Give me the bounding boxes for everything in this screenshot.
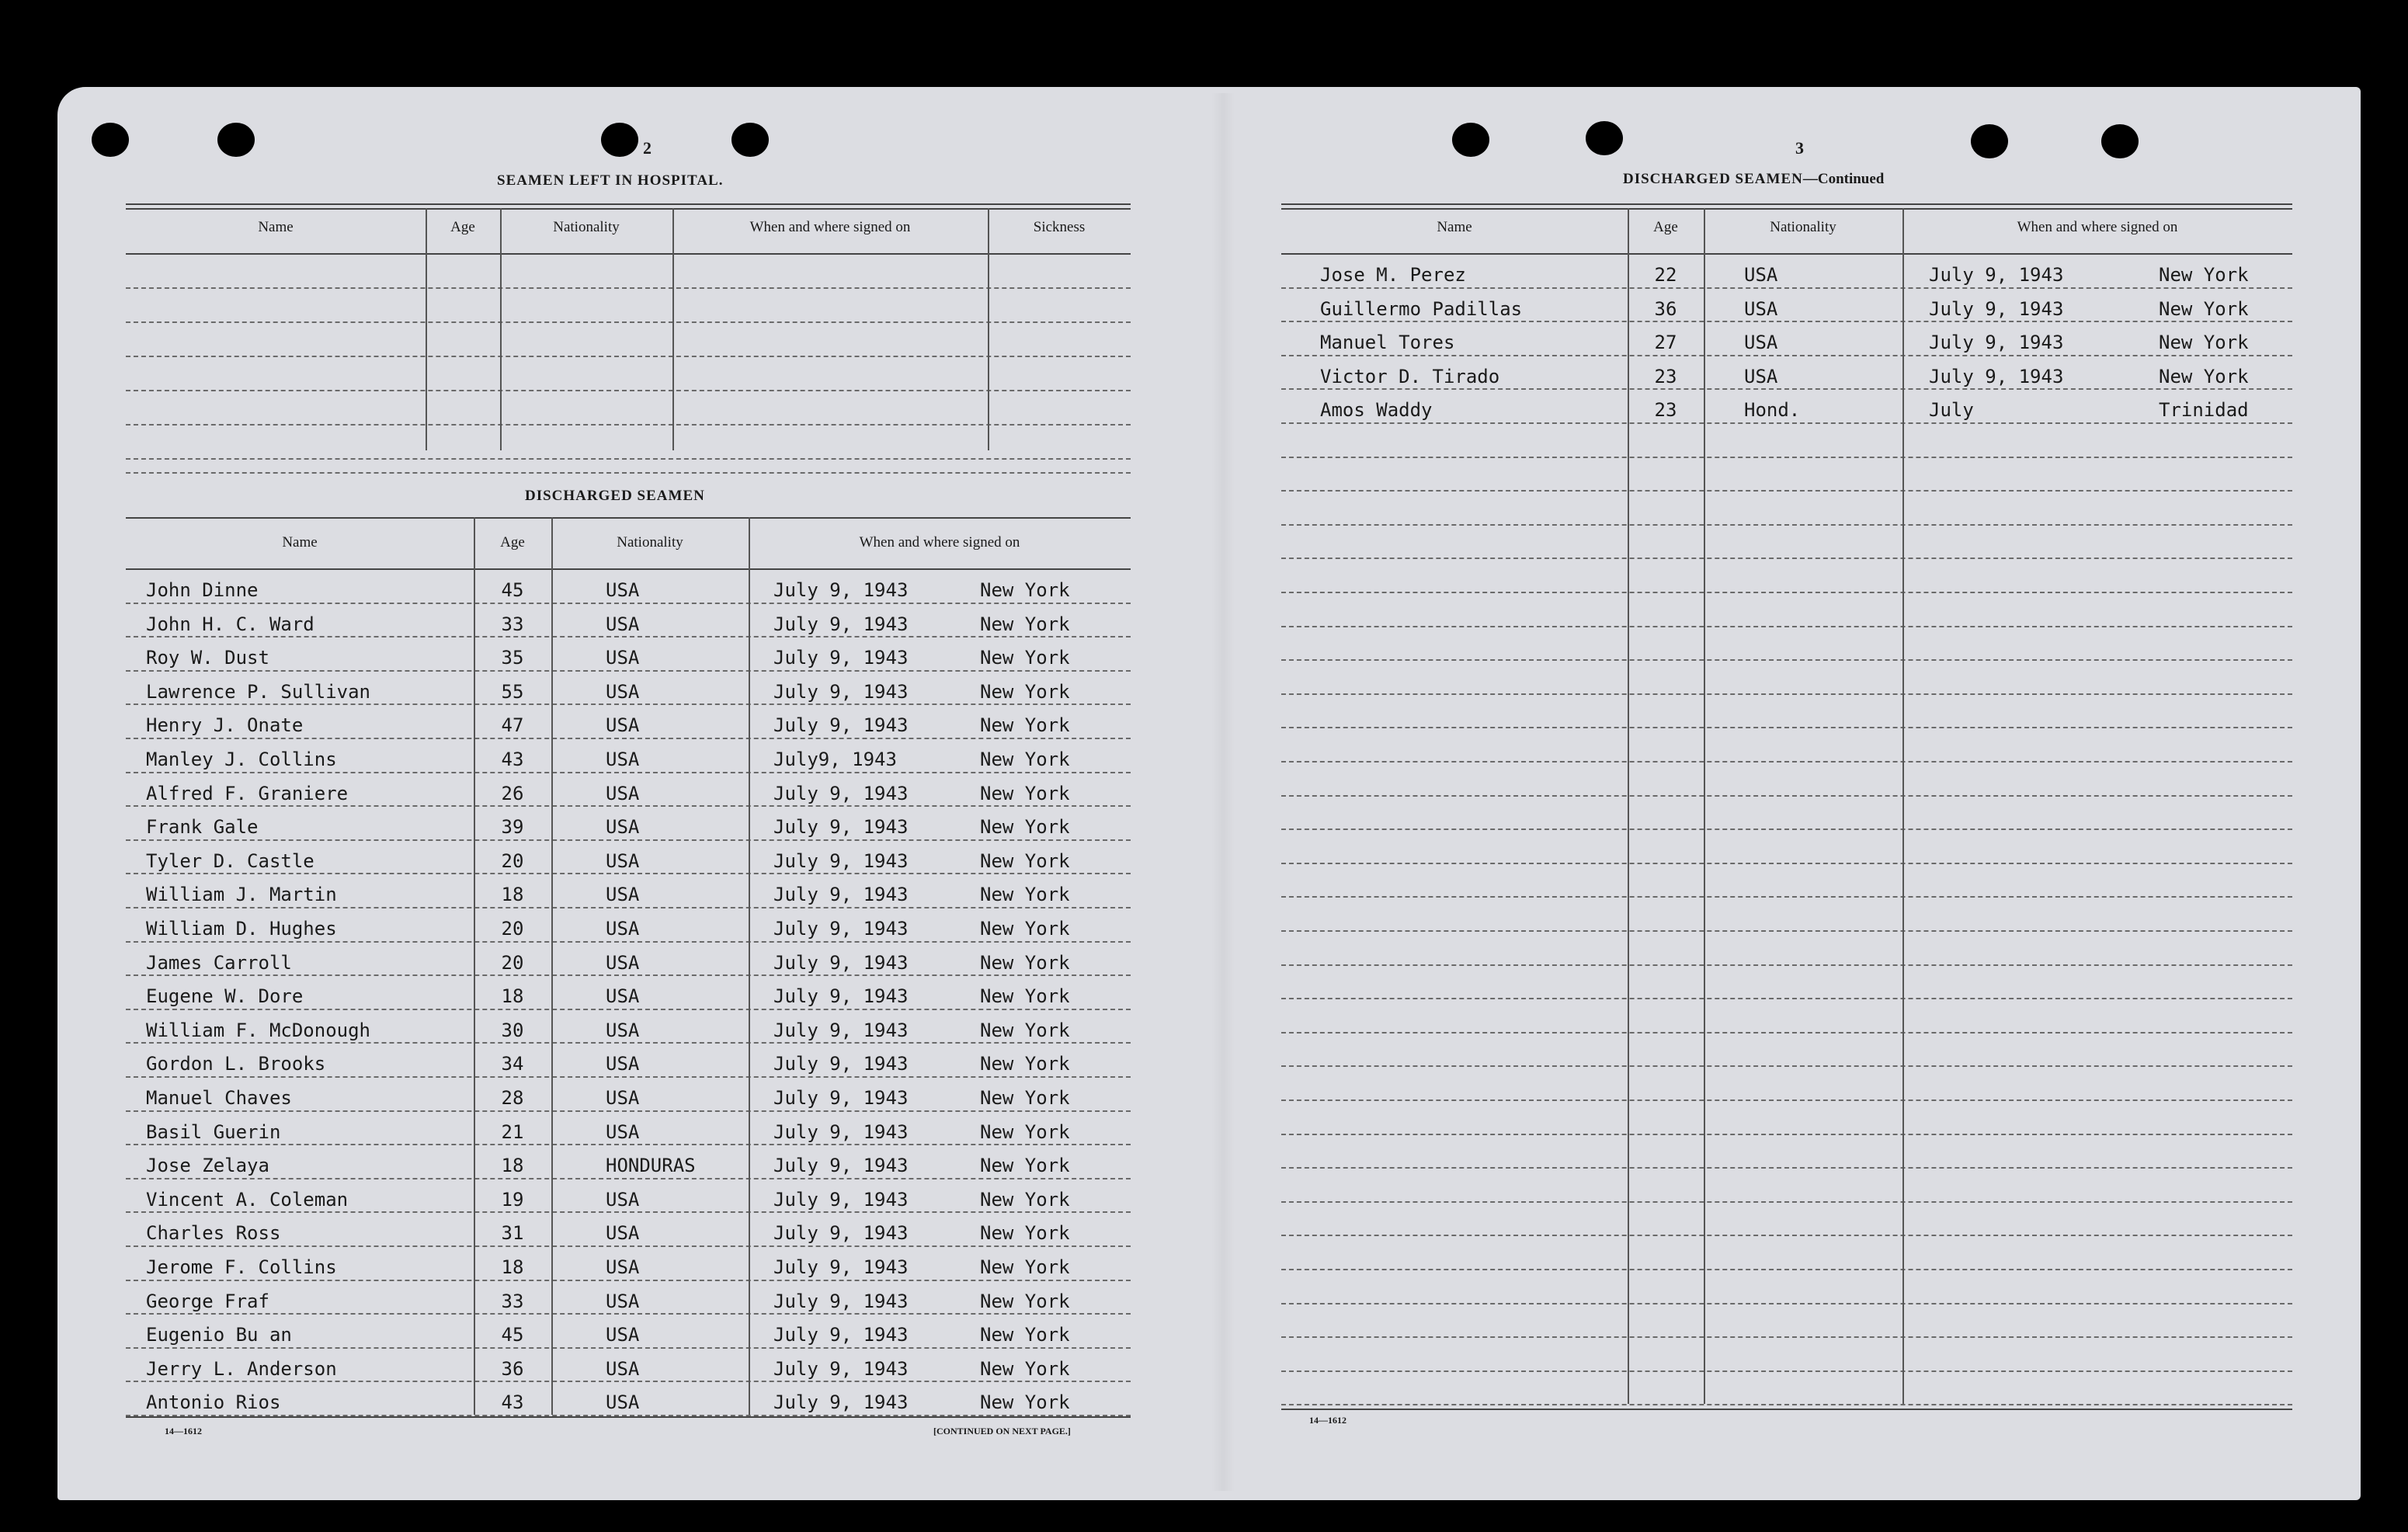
seaman-name: Antonio Rios — [146, 1391, 281, 1414]
seaman-age: 18 — [501, 1155, 524, 1177]
seaman-age: 45 — [501, 579, 524, 601]
binder-hole — [731, 123, 769, 157]
signed-on-place: New York — [2159, 365, 2249, 387]
seaman-name: Jerome F. Collins — [146, 1256, 337, 1278]
age-column-header: Age — [1653, 219, 1678, 235]
seaman-nationality: USA — [606, 1357, 640, 1380]
seaman-nationality: Hond. — [1744, 399, 1801, 422]
header-rule — [1281, 253, 2292, 255]
seaman-name: Tyler D. Castle — [146, 849, 314, 872]
signed-on-date: July 9, 1943 — [1929, 297, 2064, 320]
signed-on-column-header: When and where signed on — [859, 534, 1020, 551]
row-rule — [126, 390, 1131, 391]
seaman-nationality: USA — [606, 782, 640, 804]
seaman-name: Gordon L. Brooks — [146, 1053, 326, 1075]
page-fold — [1211, 93, 1235, 1491]
row-rule — [126, 738, 1131, 739]
signed-on-place: New York — [980, 1290, 1070, 1312]
signed-on-place: New York — [980, 918, 1070, 940]
signed-on-place: New York — [980, 951, 1070, 974]
form-number: 14—1612 — [165, 1426, 202, 1436]
signed-on-place: New York — [980, 816, 1070, 839]
seaman-nationality: USA — [606, 1120, 640, 1143]
signed-on-place: New York — [980, 782, 1070, 804]
seaman-age: 31 — [501, 1222, 524, 1245]
row-rule — [126, 1144, 1131, 1145]
row-rule — [1281, 1336, 2292, 1338]
row-rule — [126, 873, 1131, 874]
seaman-nationality: USA — [1744, 264, 1778, 286]
continued-note: [CONTINUED ON NEXT PAGE.] — [933, 1426, 1071, 1436]
row-rule — [126, 974, 1131, 976]
row-rule — [1281, 626, 2292, 627]
signed-on-place: New York — [980, 1324, 1070, 1346]
nationality-column-header: Nationality — [1770, 219, 1836, 235]
seaman-nationality: USA — [606, 1087, 640, 1109]
signed-on-date: July 9, 1943 — [773, 1391, 909, 1414]
row-rule — [1281, 727, 2292, 728]
column-divider — [474, 517, 475, 1415]
column-divider — [988, 208, 989, 450]
seaman-nationality: USA — [606, 1324, 640, 1346]
signed-on-date: July 9, 1943 — [773, 613, 909, 635]
seaman-name: Amos Waddy — [1320, 399, 1433, 422]
row-rule — [126, 1076, 1131, 1078]
signed-on-date: July 9, 1943 — [773, 1188, 909, 1211]
signed-on-place: New York — [980, 1357, 1070, 1380]
signed-on-date: July 9, 1943 — [773, 714, 909, 737]
signed-on-date: July 9, 1943 — [773, 816, 909, 839]
signed-on-place: New York — [980, 714, 1070, 737]
seaman-nationality: USA — [1744, 297, 1778, 320]
seaman-age: 20 — [501, 951, 524, 974]
signed-on-place: New York — [980, 1188, 1070, 1211]
column-divider — [672, 208, 674, 450]
signed-on-place: New York — [980, 1053, 1070, 1075]
signed-on-date: July 9, 1943 — [1929, 365, 2064, 387]
row-rule — [1281, 1370, 2292, 1372]
row-rule — [1281, 457, 2292, 458]
seaman-nationality: USA — [606, 647, 640, 669]
page-number: 3 — [1795, 138, 1804, 158]
seaman-nationality: USA — [606, 849, 640, 872]
signed-on-date: July 9, 1943 — [773, 1053, 909, 1075]
header-rule — [126, 568, 1131, 570]
name-column-header: Name — [1437, 219, 1472, 235]
table-bottom-rule — [126, 1416, 1131, 1418]
row-rule — [126, 670, 1131, 672]
table-top-rule — [126, 517, 1131, 519]
signed-on-place: New York — [980, 1019, 1070, 1041]
signed-on-place: New York — [980, 680, 1070, 703]
discharged-section-title: DISCHARGED SEAMEN — [525, 488, 705, 504]
column-divider — [426, 208, 427, 450]
table-top-rule — [1281, 208, 2292, 210]
signed-on-date: July 9, 1943 — [773, 1155, 909, 1177]
name-column-header: Name — [282, 534, 318, 551]
row-rule — [1281, 1167, 2292, 1169]
row-rule — [1281, 1235, 2292, 1236]
name-column-header: Name — [258, 219, 294, 235]
seaman-age: 43 — [501, 749, 524, 770]
row-rule — [126, 703, 1131, 705]
row-rule — [1281, 693, 2292, 695]
row-rule — [1281, 964, 2292, 966]
row-rule — [126, 907, 1131, 908]
seaman-age: 30 — [501, 1019, 524, 1041]
signed-on-date: July 9, 1943 — [1929, 264, 2064, 286]
row-rule — [1281, 795, 2292, 797]
signed-on-date: July 9, 1943 — [773, 1087, 909, 1109]
row-rule — [1281, 1404, 2292, 1405]
signed-on-place: New York — [980, 1087, 1070, 1109]
row-rule — [1281, 1134, 2292, 1135]
seaman-name: Manuel Tores — [1320, 332, 1455, 354]
seaman-name: Charles Ross — [146, 1222, 281, 1245]
seaman-nationality: USA — [606, 1222, 640, 1245]
seaman-name: Manuel Chaves — [146, 1087, 292, 1109]
signed-on-date: July 9, 1943 — [773, 1120, 909, 1143]
row-rule — [126, 603, 1131, 604]
sickness-column-header: Sickness — [1033, 219, 1086, 235]
seaman-name: Lawrence P. Sullivan — [146, 680, 370, 703]
seaman-name: James Carroll — [146, 951, 292, 974]
binder-hole — [217, 123, 255, 157]
nationality-column-header: Nationality — [617, 534, 683, 551]
signed-on-date: July — [1929, 399, 1974, 422]
signed-on-place: New York — [980, 749, 1070, 770]
binder-hole — [2101, 124, 2139, 158]
seaman-age: 18 — [501, 1256, 524, 1278]
seaman-age: 35 — [501, 647, 524, 669]
signed-on-place: New York — [980, 849, 1070, 872]
seaman-nationality: USA — [606, 749, 640, 770]
seaman-age: 18 — [501, 985, 524, 1008]
seaman-name: Jerry L. Anderson — [146, 1357, 337, 1380]
row-rule — [126, 1245, 1131, 1247]
seaman-age: 26 — [501, 782, 524, 804]
seaman-name: Alfred F. Graniere — [146, 782, 349, 804]
signed-on-place: New York — [980, 985, 1070, 1008]
seaman-name: John H. C. Ward — [146, 613, 314, 635]
table-bottom-rule — [126, 472, 1131, 474]
row-rule — [1281, 998, 2292, 999]
seaman-name: Basil Guerin — [146, 1120, 281, 1143]
seaman-nationality: USA — [606, 985, 640, 1008]
row-rule — [1281, 490, 2292, 492]
seaman-nationality: USA — [606, 884, 640, 906]
form-number: 14—1612 — [1309, 1415, 1346, 1426]
signed-on-date: July 9, 1943 — [773, 1324, 909, 1346]
column-divider — [1704, 208, 1705, 1404]
seaman-nationality: USA — [606, 918, 640, 940]
row-rule — [1281, 355, 2292, 356]
seaman-age: 28 — [501, 1087, 524, 1109]
row-rule — [1281, 321, 2292, 322]
hospital-section-title: SEAMEN LEFT IN HOSPITAL. — [497, 172, 724, 189]
row-rule — [126, 805, 1131, 807]
seaman-age: 45 — [501, 1324, 524, 1346]
row-rule — [1281, 863, 2292, 864]
seaman-age: 43 — [501, 1391, 524, 1414]
row-rule — [126, 1042, 1131, 1044]
continued-section-title — [1623, 171, 1884, 188]
row-rule — [126, 458, 1131, 460]
signed-on-place: New York — [980, 647, 1070, 669]
signed-on-place: New York — [980, 1256, 1070, 1278]
seaman-name: Victor D. Tirado — [1320, 365, 1500, 387]
table-bottom-rule — [1281, 1409, 2292, 1410]
seaman-nationality: USA — [606, 680, 640, 703]
signed-on-place: New York — [2159, 332, 2249, 354]
seaman-nationality: USA — [606, 1053, 640, 1075]
row-rule — [1281, 659, 2292, 661]
seaman-name: William F. McDonough — [146, 1019, 370, 1041]
seaman-age: 27 — [1654, 332, 1677, 354]
signed-on-column-header: When and where signed on — [2017, 219, 2178, 235]
seaman-age: 23 — [1654, 399, 1677, 422]
seaman-age: 36 — [501, 1357, 524, 1380]
seaman-age: 39 — [501, 816, 524, 839]
seaman-nationality: USA — [606, 1290, 640, 1312]
age-column-header: Age — [450, 219, 475, 235]
row-rule — [126, 1313, 1131, 1315]
nationality-column-header: Nationality — [553, 219, 620, 235]
binder-hole — [1586, 121, 1623, 155]
row-rule — [126, 1211, 1131, 1213]
column-divider — [500, 208, 502, 450]
signed-on-place: New York — [980, 1391, 1070, 1414]
binder-hole — [1971, 124, 2008, 158]
seaman-age: 33 — [501, 613, 524, 635]
row-rule — [1281, 592, 2292, 593]
seaman-age: 23 — [1654, 365, 1677, 387]
seaman-name: Henry J. Onate — [146, 714, 304, 737]
row-rule — [1281, 1269, 2292, 1270]
signed-on-date: July 9, 1943 — [773, 1222, 909, 1245]
row-rule — [1281, 930, 2292, 932]
signed-on-column-header: When and where signed on — [749, 219, 911, 235]
signed-on-date: July 9, 1943 — [773, 680, 909, 703]
row-rule — [126, 356, 1131, 357]
row-rule — [126, 287, 1131, 289]
seaman-name: Vincent A. Coleman — [146, 1188, 349, 1211]
row-rule — [1281, 761, 2292, 763]
row-rule — [1281, 287, 2292, 289]
signed-on-date: July 9, 1943 — [773, 884, 909, 906]
row-rule — [126, 424, 1131, 426]
row-rule — [126, 772, 1131, 773]
seaman-nationality: USA — [606, 1019, 640, 1041]
row-rule — [126, 1280, 1131, 1281]
seaman-name: William J. Martin — [146, 884, 337, 906]
seaman-name: Jose Zelaya — [146, 1155, 269, 1177]
row-rule — [1281, 829, 2292, 830]
row-rule — [126, 839, 1131, 841]
signed-on-place: Trinidad — [2159, 399, 2249, 422]
section-title-main: DISCHARGED SEAMEN — [1623, 171, 1803, 187]
column-divider — [749, 517, 750, 1415]
seaman-nationality: USA — [606, 1188, 640, 1211]
seaman-nationality: USA — [606, 951, 640, 974]
row-rule — [126, 1178, 1131, 1179]
signed-on-place: New York — [980, 1155, 1070, 1177]
seaman-name: Manley J. Collins — [146, 749, 337, 770]
signed-on-date: July 9, 1943 — [773, 647, 909, 669]
signed-on-date: July 9, 1943 — [773, 985, 909, 1008]
table-top-rule — [1281, 203, 2292, 205]
seaman-age: 21 — [501, 1120, 524, 1143]
signed-on-date: July 9, 1943 — [1929, 332, 2064, 354]
signed-on-place: New York — [2159, 297, 2249, 320]
seaman-nationality: USA — [606, 1256, 640, 1278]
row-rule — [1281, 388, 2292, 390]
seaman-name: Eugene W. Dore — [146, 985, 304, 1008]
signed-on-date: July 9, 1943 — [773, 1019, 909, 1041]
row-rule — [1281, 524, 2292, 526]
seaman-age: 18 — [501, 884, 524, 906]
seaman-name: George Fraf — [146, 1290, 269, 1312]
seaman-nationality: USA — [606, 816, 640, 839]
signed-on-date: July 9, 1943 — [773, 1357, 909, 1380]
signed-on-place: New York — [980, 884, 1070, 906]
row-rule — [126, 321, 1131, 323]
seaman-age: 34 — [501, 1053, 524, 1075]
signed-on-place: New York — [980, 1222, 1070, 1245]
seaman-name: Frank Gale — [146, 816, 259, 839]
seaman-nationality: USA — [606, 1391, 640, 1414]
seaman-name: John Dinne — [146, 579, 259, 601]
row-rule — [1281, 558, 2292, 559]
row-rule — [126, 1347, 1131, 1349]
seaman-nationality: USA — [1744, 332, 1778, 354]
row-rule — [126, 1009, 1131, 1010]
seaman-name: Guillermo Padillas — [1320, 297, 1523, 320]
table-top-rule — [126, 203, 1131, 205]
signed-on-place: New York — [980, 613, 1070, 635]
seaman-age: 33 — [501, 1290, 524, 1312]
seaman-name: Roy W. Dust — [146, 647, 269, 669]
seaman-nationality: USA — [606, 714, 640, 737]
signed-on-date: July 9, 1943 — [773, 918, 909, 940]
signed-on-date: July9, 1943 — [773, 749, 897, 770]
signed-on-date: July 9, 1943 — [773, 1290, 909, 1312]
row-rule — [1281, 1065, 2292, 1067]
seaman-name: Eugenio Bu an — [146, 1324, 292, 1346]
row-rule — [1281, 1099, 2292, 1101]
signed-on-place: New York — [2159, 264, 2249, 286]
signed-on-date: July 9, 1943 — [773, 579, 909, 601]
seaman-nationality: USA — [606, 613, 640, 635]
seaman-nationality: USA — [606, 579, 640, 601]
seaman-age: 20 — [501, 849, 524, 872]
seaman-nationality: USA — [1744, 365, 1778, 387]
seaman-age: 36 — [1654, 297, 1677, 320]
age-column-header: Age — [500, 534, 525, 551]
binder-hole — [601, 123, 638, 157]
signed-on-date: July 9, 1943 — [773, 849, 909, 872]
row-rule — [126, 1110, 1131, 1112]
seaman-name: Jose M. Perez — [1320, 264, 1466, 286]
signed-on-date: July 9, 1943 — [773, 1256, 909, 1278]
header-rule — [126, 253, 1131, 255]
page-number: 2 — [643, 138, 652, 158]
signed-on-date: July 9, 1943 — [773, 951, 909, 974]
row-rule — [1281, 1032, 2292, 1033]
signed-on-place: New York — [980, 579, 1070, 601]
seaman-age: 20 — [501, 918, 524, 940]
row-rule — [1281, 422, 2292, 424]
row-rule — [126, 636, 1131, 637]
seaman-name: William D. Hughes — [146, 918, 337, 940]
seaman-age: 22 — [1654, 264, 1677, 286]
column-divider — [551, 517, 553, 1415]
row-rule — [1281, 1303, 2292, 1304]
row-rule — [126, 941, 1131, 943]
binder-hole — [92, 123, 129, 157]
column-divider — [1902, 208, 1904, 1404]
seaman-age: 55 — [501, 680, 524, 703]
seaman-age: 47 — [501, 714, 524, 737]
row-rule — [1281, 1201, 2292, 1203]
signed-on-place: New York — [980, 1120, 1070, 1143]
column-divider — [1628, 208, 1629, 1404]
row-rule — [126, 1381, 1131, 1382]
seaman-age: 19 — [501, 1188, 524, 1211]
row-rule — [1281, 896, 2292, 898]
table-top-rule — [126, 208, 1131, 210]
section-title-continued: —Continued — [1802, 171, 1885, 187]
binder-hole — [1452, 123, 1489, 157]
signed-on-date: July 9, 1943 — [773, 782, 909, 804]
seaman-nationality: HONDURAS — [606, 1155, 696, 1177]
